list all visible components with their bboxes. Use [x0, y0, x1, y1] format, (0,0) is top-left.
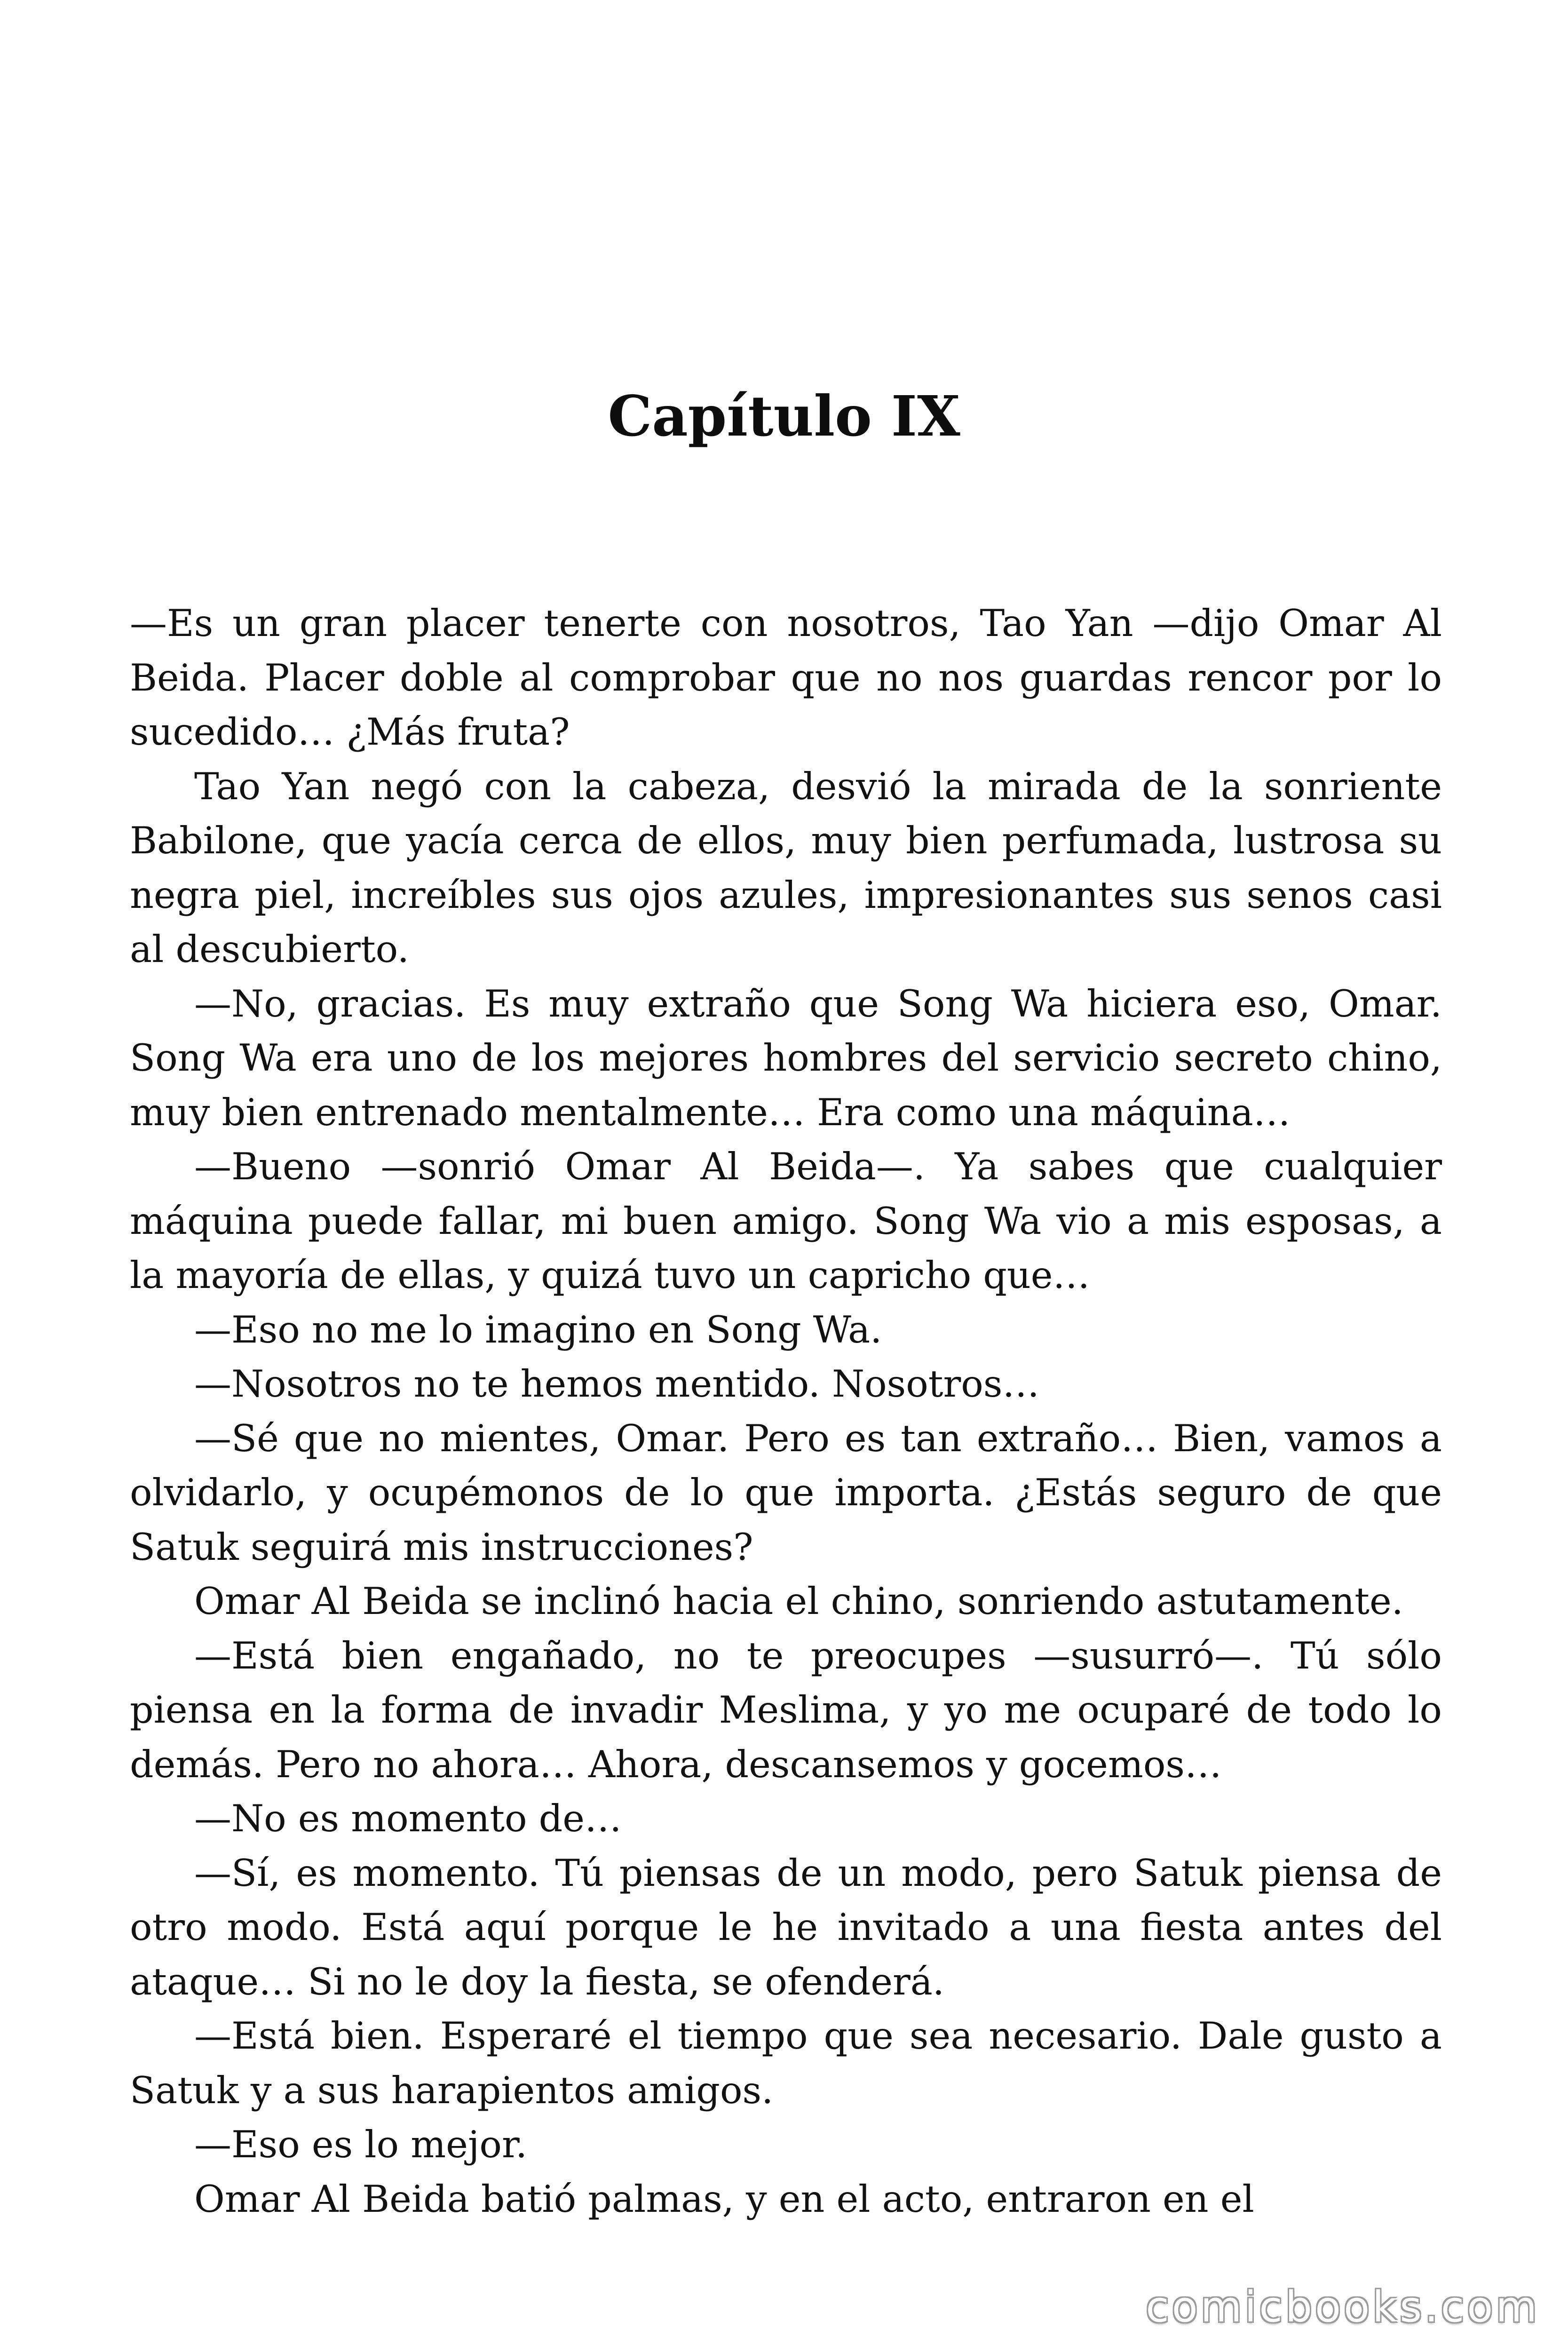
paragraph: Tao Yan negó con la cabeza, desvió la mirada de la sonriente Babilone, que yacía cerca de ellos, muy bien perfumada, lustrosa su negra piel, increíbles sus ojos azules, impresionantes sus senos casi al descubierto.: [130, 764, 1442, 971]
paragraph: —Sé que no mientes, Omar. Pero es tan extraño… Bien, vamos a olvidarlo, y ocupémonos de lo que importa. ¿Estás seguro de que Satuk seguirá mis instrucciones?: [130, 1416, 1442, 1569]
paragraph: —Eso es lo mejor.: [194, 2123, 528, 2166]
paragraph: —No, gracias. Es muy extraño que Song Wa hiciera eso, Omar. Song Wa era uno de los mejores hombres del servicio secreto chino, muy bien entrenado mentalmente… Era como una máquina…: [130, 982, 1442, 1134]
paragraph: —Está bien engañado, no te preocupes —susurró—. Tú sólo piensa en la forma de invadir Meslima, y yo me ocuparé de todo lo demás. Pero no ahora… Ahora, descansemos y gocemos…: [130, 1634, 1442, 1786]
paragraph: —No es momento de…: [194, 1797, 622, 1840]
paragraph: —Bueno —sonrió Omar Al Beida—. Ya sabes que cualquier máquina puede fallar, mi buen amigo. Song Wa vio a mis esposas, a la mayoría de ellas, y quizá tuvo un capricho que…: [130, 1145, 1442, 1297]
paragraph: —Nosotros no te hemos mentido. Nosotros…: [194, 1362, 1040, 1406]
paragraph: Omar Al Beida se inclinó hacia el chino, sonriendo astutamente.: [194, 1580, 1403, 1623]
watermark-logo: comicbooks.com: [1146, 2282, 1540, 2332]
paragraph: —Está bien. Esperaré el tiempo que sea necesario. Dale gusto a Satuk y a sus harapientos amigos.: [130, 2014, 1442, 2112]
paragraph: —Es un gran placer tenerte con nosotros, Tao Yan —dijo Omar Al Beida. Placer doble al comprobar que no nos guardas rencor por lo sucedido… ¿Más fruta?: [130, 602, 1442, 754]
paragraph: —Eso no me lo imagino en Song Wa.: [194, 1308, 882, 1351]
paragraph: —Sí, es momento. Tú piensas de un modo, pero Satuk piensa de otro modo. Está aquí porque le he invitado a una fiesta antes del ataque… Si no le doy la fiesta, se ofenderá.: [130, 1851, 1442, 2003]
body-text: [130, 596, 1442, 2226]
paragraph: Omar Al Beida batió palmas, y en el acto, entraron en el: [194, 2177, 1254, 2221]
chapter-title: Capítulo IX: [608, 383, 960, 449]
